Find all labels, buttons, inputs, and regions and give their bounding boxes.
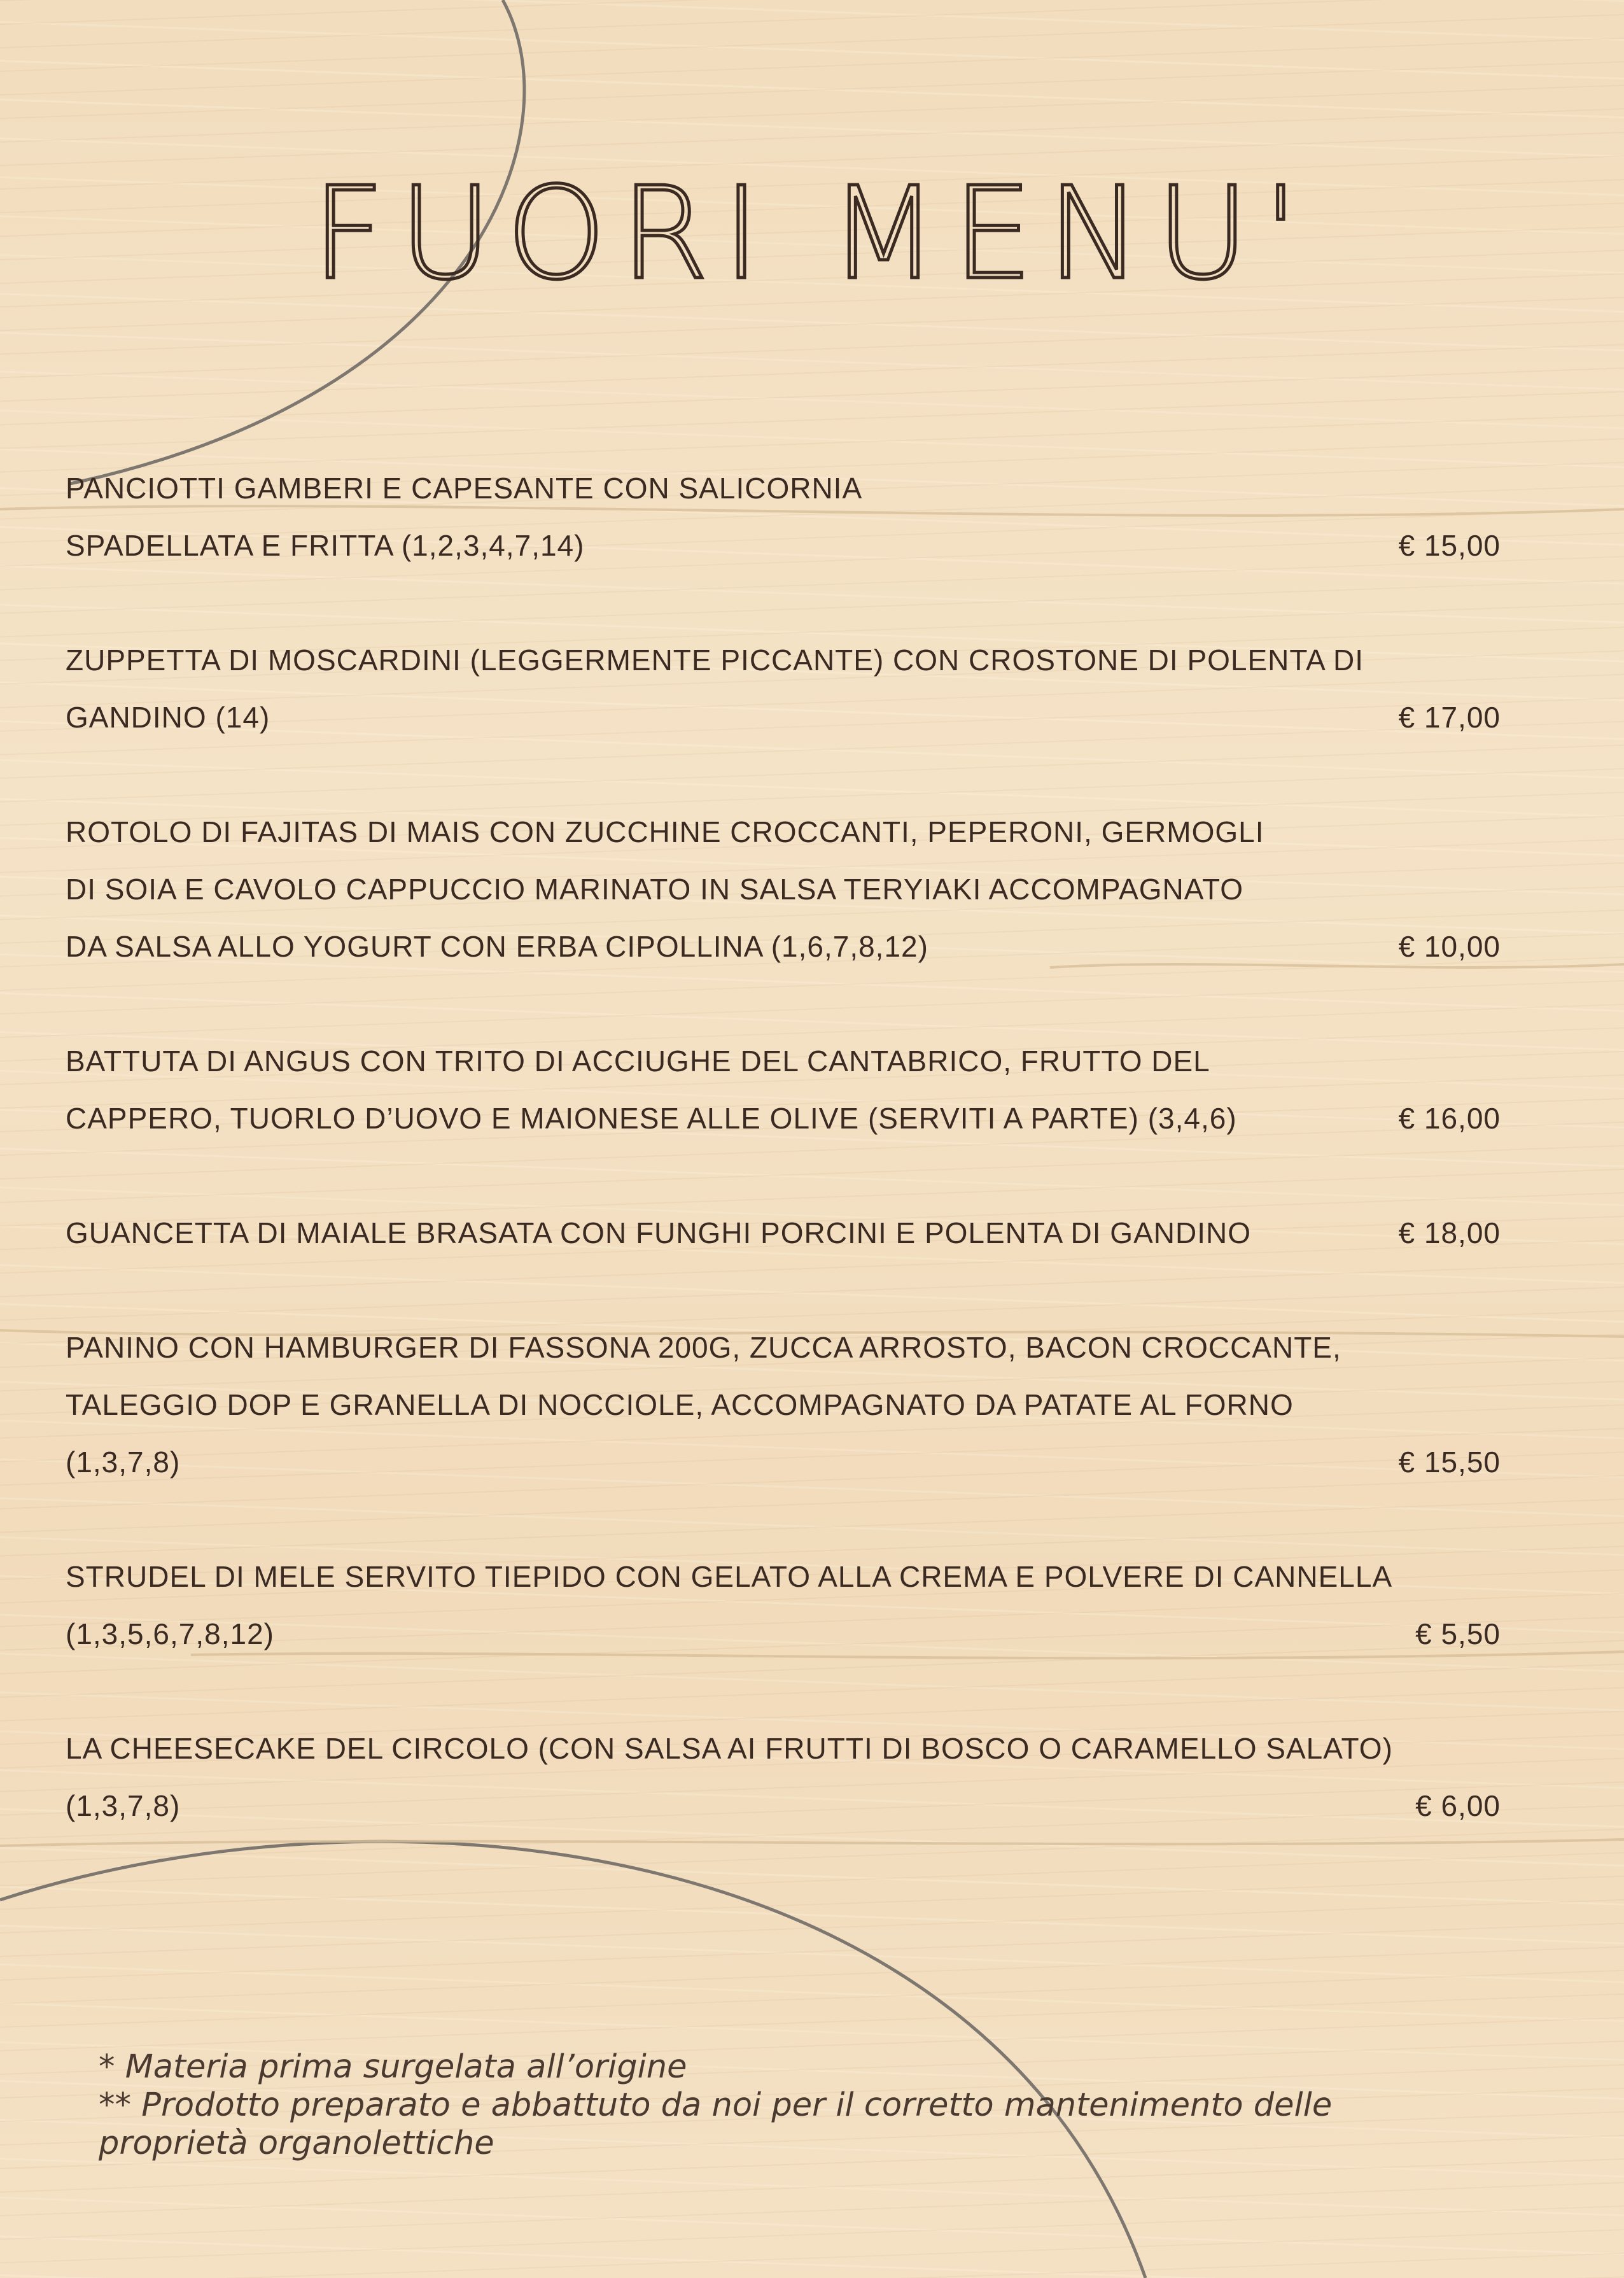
menu-item-description: PANINO CON HAMBURGER DI FASSONA 200G, ZUCCA ARROSTO, BACON CROCCANTE,: [66, 1331, 1341, 1364]
menu-item-price: € 6,00: [1415, 1789, 1501, 1822]
menu-list: [66, 460, 1501, 1892]
menu-item-description: LA CHEESECAKE DEL CIRCOLO (CON SALSA AI FRUTTI DI BOSCO O CARAMELLO SALATO): [66, 1732, 1393, 1765]
menu-item-description: ROTOLO DI FAJITAS DI MAIS CON ZUCCHINE CROCCANTI, PEPERONI, GERMOGLI: [66, 815, 1264, 848]
menu-item: [66, 1720, 1501, 1834]
menu-item-description: (1,3,7,8): [66, 1789, 181, 1822]
menu-item: [66, 1204, 1501, 1262]
menu-item-description: PANCIOTTI GAMBERI E CAPESANTE CON SALICORNIA: [66, 472, 863, 505]
menu-item-price: € 18,00: [1398, 1216, 1501, 1249]
menu-item: [66, 631, 1501, 746]
menu-item-description: STRUDEL DI MELE SERVITO TIEPIDO CON GELATO ALLA CREMA E POLVERE DI CANNELLA: [66, 1560, 1393, 1593]
menu-item-line: [66, 460, 1501, 517]
menu-item-line: [66, 517, 1501, 574]
menu-item-price: € 16,00: [1398, 1102, 1501, 1135]
menu-item-line: [66, 631, 1501, 689]
menu-item-description: GUANCETTA DI MAIALE BRASATA CON FUNGHI PORCINI E POLENTA DI GANDINO: [66, 1216, 1251, 1249]
menu-item-description: ZUPPETTA DI MOSCARDINI (LEGGERMENTE PICCANTE) CON CROSTONE DI POLENTA DI: [66, 643, 1364, 677]
menu-item-line: [66, 1548, 1501, 1605]
menu-item-description: GANDINO (14): [66, 701, 270, 734]
menu-item-line: [66, 1090, 1501, 1147]
menu-item-line: [66, 803, 1501, 861]
menu-item-line: [66, 1376, 1501, 1433]
menu-item-price: € 15,00: [1398, 529, 1501, 562]
menu-item-description: CAPPERO, TUORLO D’UOVO E MAIONESE ALLE OLIVE (SERVITI A PARTE) (3,4,6): [66, 1102, 1237, 1135]
menu-item-line: [66, 861, 1501, 918]
footnote-line: proprietà organolettiche: [99, 2125, 494, 2162]
menu-item-line: [66, 689, 1501, 746]
menu-item-price: € 5,50: [1415, 1617, 1501, 1650]
menu-item-price: € 17,00: [1398, 701, 1501, 734]
menu-item-description: DI SOIA E CAVOLO CAPPUCCIO MARINATO IN SALSA TERYIAKI ACCOMPAGNATO: [66, 873, 1244, 906]
menu-item: [66, 1032, 1501, 1147]
menu-item-price: € 15,50: [1398, 1445, 1501, 1479]
menu-item-description: (1,3,5,6,7,8,12): [66, 1617, 274, 1650]
menu-item-line: [66, 1433, 1501, 1491]
menu-item-price: € 10,00: [1398, 930, 1501, 963]
menu-item: [66, 460, 1501, 574]
footnote-line: ** Prodotto preparato e abbattuto da noi per il corretto mantenimento delle: [99, 2086, 1333, 2124]
menu-item-description: TALEGGIO DOP E GRANELLA DI NOCCIOLE, ACCOMPAGNATO DA PATATE AL FORNO: [66, 1388, 1294, 1421]
menu-item-line: [66, 1319, 1501, 1376]
menu-item-line: [66, 1605, 1501, 1663]
menu-item-line: [66, 918, 1501, 975]
menu-item-line: [66, 1032, 1501, 1090]
page-title: FUORI MENU': [311, 160, 1313, 308]
menu-item: [66, 803, 1501, 975]
menu-item-description: BATTUTA DI ANGUS CON TRITO DI ACCIUGHE DEL CANTABRICO, FRUTTO DEL: [66, 1044, 1210, 1078]
footnotes: [99, 2048, 1530, 2163]
footnote-line: * Materia prima surgelata all’origine: [99, 2048, 687, 2086]
menu-item: [66, 1548, 1501, 1663]
menu-item-line: [66, 1204, 1501, 1262]
menu-item-description: DA SALSA ALLO YOGURT CON ERBA CIPOLLINA (1,6,7,8,12): [66, 930, 928, 963]
menu-item-description: (1,3,7,8): [66, 1445, 181, 1479]
menu-item: [66, 1319, 1501, 1491]
menu-item-line: [66, 1720, 1501, 1777]
menu-item-description: SPADELLATA E FRITTA (1,2,3,4,7,14): [66, 529, 585, 562]
menu-item-line: [66, 1777, 1501, 1834]
